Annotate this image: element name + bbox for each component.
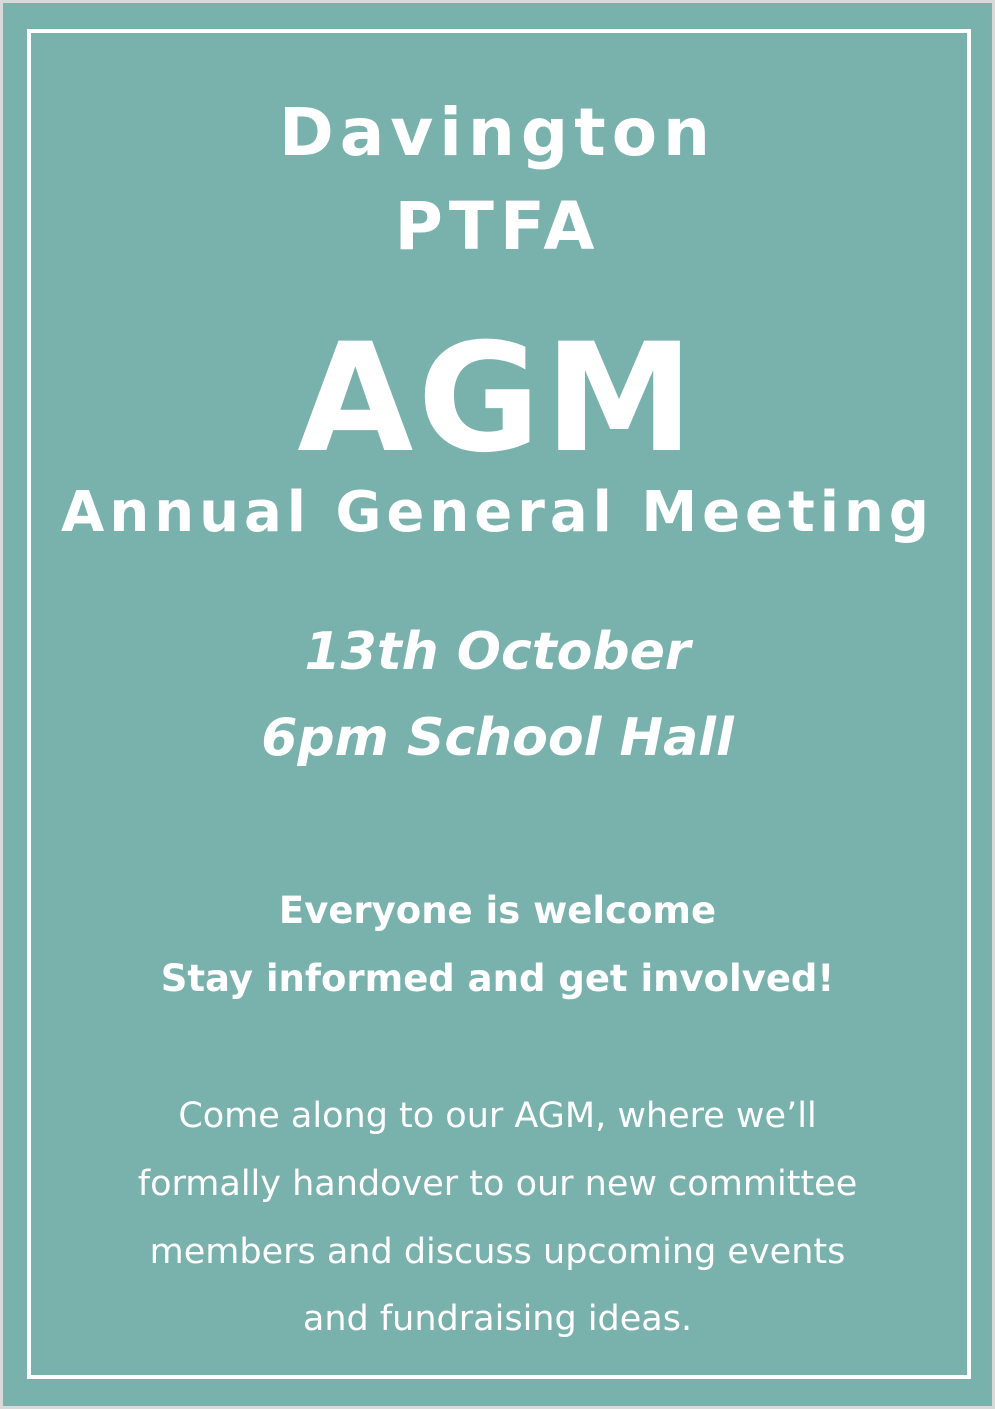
description-line-3: members and discuss upcoming events [149,1232,846,1272]
event-time-location: 6pm School Hall [261,708,734,768]
organization-name-line-1: Davington [278,94,717,171]
agm-poster [3,3,992,1406]
tagline-involved: Stay informed and get involved! [160,957,835,1000]
tagline-welcome: Everyone is welcome [278,889,717,932]
organization-name-line-2: PTFA [394,188,601,265]
event-date: 13th October [304,622,691,682]
description-line-4: and fundraising ideas. [302,1299,693,1339]
headline-subtitle: Annual General Meeting [61,480,934,545]
description-line-1: Come along to our AGM, where we’ll [178,1096,817,1136]
description-line-2: formally handover to our new committee [137,1164,858,1204]
headline-agm: AGM [297,312,698,486]
